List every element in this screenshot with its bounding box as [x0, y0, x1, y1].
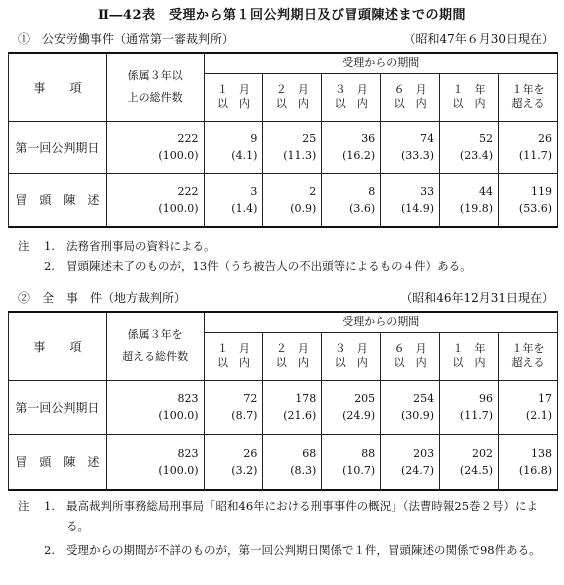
col-item-header: 事 項 [9, 53, 107, 121]
note-item: 2. 受理からの期間が不詳のものが，第一回公判期日関係で１件，冒頭陳述の関係で98件ある。 [44, 543, 541, 557]
period-col: １ 年 以 内 [440, 73, 499, 121]
col-total-header: 係属３年を 超える総件数 [106, 312, 204, 380]
period-col: ２ 月 以 内 [263, 332, 322, 380]
value-cell: 96 (11.7) [440, 380, 499, 434]
table-row [9, 434, 558, 490]
total-cell: 222 (100.0) [106, 121, 204, 173]
row-label: 第一回公判期日 [9, 121, 107, 173]
period-col: １ 月 以 内 [204, 73, 263, 121]
period-col: ６ 月 以 内 [381, 332, 440, 380]
note-item: 注 1. 法務省刑事局の資料による。 [18, 239, 216, 253]
value-cell: 178 (21.6) [263, 380, 322, 434]
section-1-label: ① 公安労働事件（通常第一審裁判所） [18, 32, 235, 46]
value-cell: 138 (16.8) [499, 434, 558, 490]
value-cell: 203 (24.7) [381, 434, 440, 490]
section-1-date: （昭和47年６月30日現在） [403, 32, 554, 46]
table-row [9, 121, 558, 173]
table-row [9, 173, 558, 227]
value-cell: 202 (24.5) [440, 434, 499, 490]
row-label: 第一回公判期日 [9, 380, 107, 434]
table-title: Ⅱ―42表 受理から第１回公判期日及び冒頭陳述までの期間 [97, 8, 467, 23]
value-cell: 52 (23.4) [440, 121, 499, 173]
value-cell: 2 (0.9) [263, 173, 322, 227]
section-2-table [8, 311, 558, 491]
value-cell: 74 (33.3) [381, 121, 440, 173]
value-cell: 36 (16.2) [322, 121, 381, 173]
value-cell: 88 (10.7) [322, 434, 381, 490]
row-label: 冒 頭 陳 述 [9, 173, 107, 227]
note-item: 2. 冒頭陳述未了のものが，13件（うち被告人の不出頭等によるもの４件）ある。 [44, 259, 472, 273]
value-cell: 44 (19.8) [440, 173, 499, 227]
period-header: 受理からの期間 [204, 312, 558, 332]
section-1-table [8, 52, 558, 228]
value-cell: 119 (53.6) [499, 173, 558, 227]
table-row [9, 380, 558, 434]
col-item-header: 事 項 [9, 312, 107, 380]
period-header: 受理からの期間 [204, 53, 558, 73]
value-cell: 8 (3.6) [322, 173, 381, 227]
section-2-date: （昭和46年12月31日現在） [400, 291, 554, 305]
value-cell: 26 (11.7) [499, 121, 558, 173]
row-label: 冒 頭 陳 述 [9, 434, 107, 490]
period-col: ２ 月 以 内 [263, 73, 322, 121]
value-cell: 68 (8.3) [263, 434, 322, 490]
total-cell: 823 (100.0) [106, 380, 204, 434]
section-2-label: ② 全 事 件（地方裁判所） [18, 291, 187, 305]
value-cell: 205 (24.9) [322, 380, 381, 434]
note-item: 注 1. 最高裁判所事務総局刑事局「昭和46年における刑事事件の概況」（法曹時報25巻２号）による。 [18, 499, 539, 533]
value-cell: 25 (11.3) [263, 121, 322, 173]
value-cell: 3 (1.4) [204, 173, 263, 227]
value-cell: 72 (8.7) [204, 380, 263, 434]
period-col: ３ 月 以 内 [322, 332, 381, 380]
value-cell: 33 (14.9) [381, 173, 440, 227]
total-cell: 823 (100.0) [106, 434, 204, 490]
period-col: ６ 月 以 内 [381, 73, 440, 121]
value-cell: 26 (3.2) [204, 434, 263, 490]
value-cell: 254 (30.9) [381, 380, 440, 434]
period-col: １ 年 以 内 [440, 332, 499, 380]
total-cell: 222 (100.0) [106, 173, 204, 227]
value-cell: 17 (2.1) [499, 380, 558, 434]
section-1-notes [18, 236, 558, 276]
period-col: １年を 超える [499, 73, 558, 121]
period-col: ３ 月 以 内 [322, 73, 381, 121]
col-total-header: 係属３年以 上の総件数 [106, 53, 204, 121]
section-2-notes [18, 496, 558, 560]
period-col: １ 月 以 内 [204, 332, 263, 380]
period-col: １年を 超える [499, 332, 558, 380]
value-cell: 9 (4.1) [204, 121, 263, 173]
